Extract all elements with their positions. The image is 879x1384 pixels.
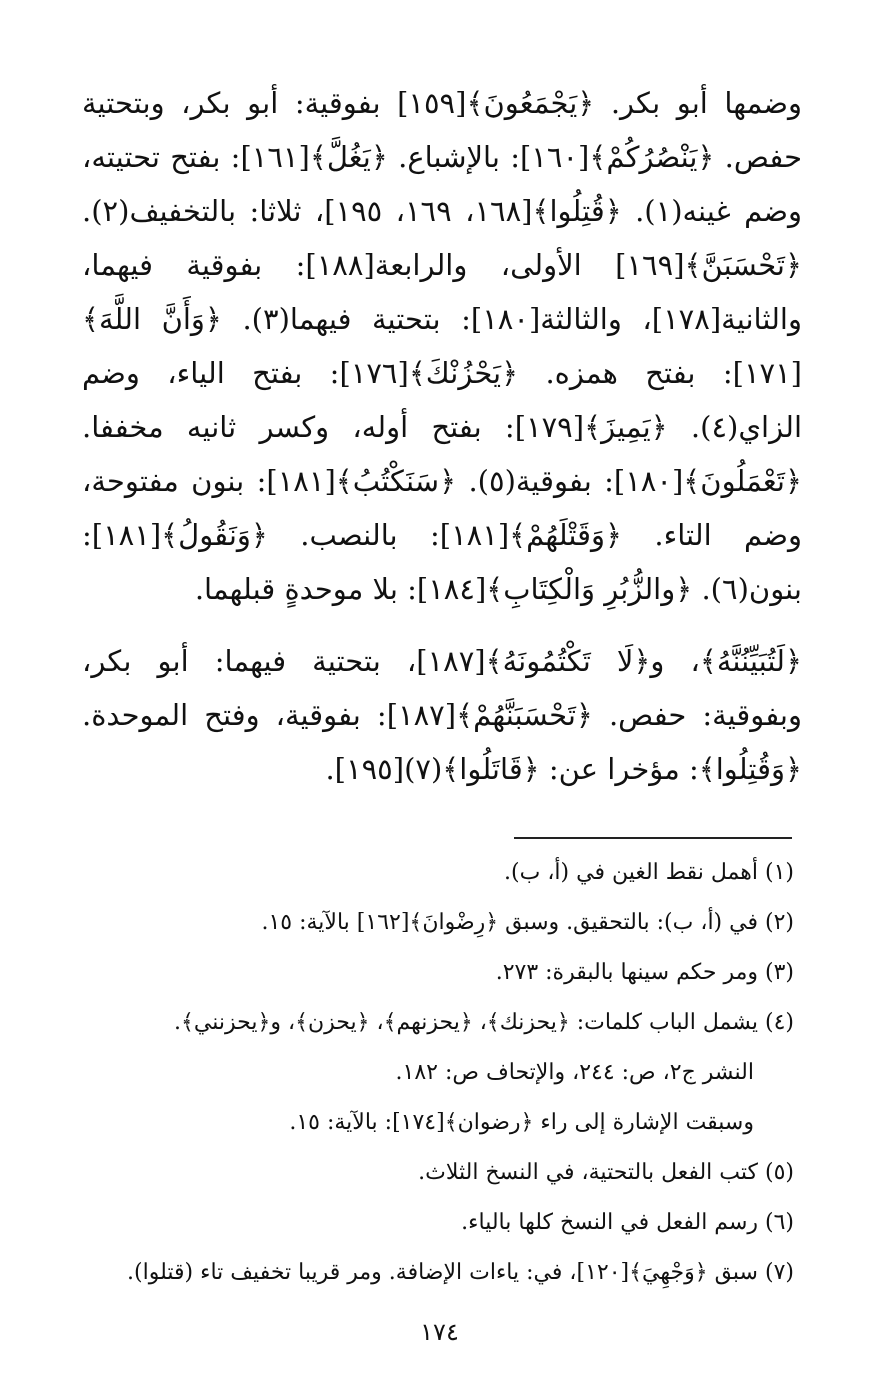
- footnote-3: (٣) ومر حكم سينها بالبقرة: ٢٧٣.: [495, 960, 794, 985]
- footnote-7: (٧) سبق ﴿وَجْهِيَ﴾[١٢٠]، في: ياءات الإضافة. ومر قريبا تخفيف تاء (قتلوا).: [127, 1260, 794, 1285]
- paragraph-1: وضمها أبو بكر. ﴿يَجْمَعُونَ﴾[١٥٩] بفوقية: أبو بكر، وبتحتية حفص. ﴿يَنْصُرُكُمْ﴾[١٦٠]: بالإشباع. ﴿يَغُلَّ﴾[١٦١]: بفتح تحتيته، وضم غينه(١). ﴿قُتِلُوا﴾[١٦٨، ١٦٩، ١٩٥]، ثلاثا: بالتخفيف(٢). ﴿تَحْسَبَنَّ﴾[١٦٩] الأولى، والرابعة[١٨٨]: بفوقية فيهما، والثانية[١٧٨]، والثالثة[١٨٠]: بتحتية فيهما(٣). ﴿وَأَنَّ اللَّهَ﴾[١٧١]: بفتح همزه. ﴿يَحْزُنْكَ﴾[١٧٦]: بفتح الياء، وضم الزاي(٤). ﴿يَمِيزَ﴾[١٧٩]: بفتح أوله، وكسر ثانيه مخففا. ﴿تَعْمَلُونَ﴾[١٨٠]: بفوقية(٥). ﴿سَنَكْتُبُ﴾[١٨١]: بنون مفتوحة، وضم التاء. ﴿وَقَتْلَهُمْ﴾[١٨١]: بالنصب. ﴿وَنَقُولُ﴾[١٨١]: بنون(٦). ﴿والزُّبُرِ وَالْكِتَابِ﴾[١٨٤]: بلا موحدةٍ قبلهما.: [82, 86, 803, 606]
- footnotes: [82, 848, 794, 1298]
- footnote-4: (٤) يشمل الباب كلمات: ﴿يحزنك﴾، ﴿يحزنهم﴾، ﴿يحزن﴾، و﴿يحزنني﴾.: [174, 1010, 794, 1035]
- main-text: [82, 76, 802, 796]
- footnote-separator: [514, 837, 792, 839]
- footnote-6: (٦) رسم الفعل في النسخ كلها بالياء.: [461, 1210, 794, 1235]
- paragraph-2: ﴿لَتُبَيِّنُنَّهُ﴾، و﴿لَا تَكْتُمُونَهُ﴾[١٨٧]، بتحتية فيهما: أبو بكر، وبفوقية: حفص. ﴿تَحْسَبَنَّهُمْ﴾[١٨٧]: بفوقية، وفتح الموحدة. ﴿وَقُتِلُوا﴾: مؤخرا عن: ﴿قَاتَلُوا﴾(٧)[١٩٥].: [82, 644, 802, 786]
- footnote-2: (٢) في (أ، ب): بالتحقيق. وسبق ﴿رِضْوانَ﴾[١٦٢] بالآية: ١٥.: [261, 910, 794, 935]
- page-number: ١٧٤: [420, 1318, 459, 1346]
- footnote-5: (٥) كتب الفعل بالتحتية، في النسخ الثلاث.: [418, 1160, 794, 1185]
- footnote-1: (١) أهمل نقط الغين في (أ، ب).: [504, 860, 794, 885]
- footnote-4-continuation-1: النشر ج٢، ص: ٢٤٤، والإتحاف ص: ١٨٢.: [395, 1060, 754, 1085]
- footnote-4-continuation-2: وسبقت الإشارة إلى راء ﴿رضوان﴾[١٧٤]: بالآية: ١٥.: [289, 1110, 754, 1135]
